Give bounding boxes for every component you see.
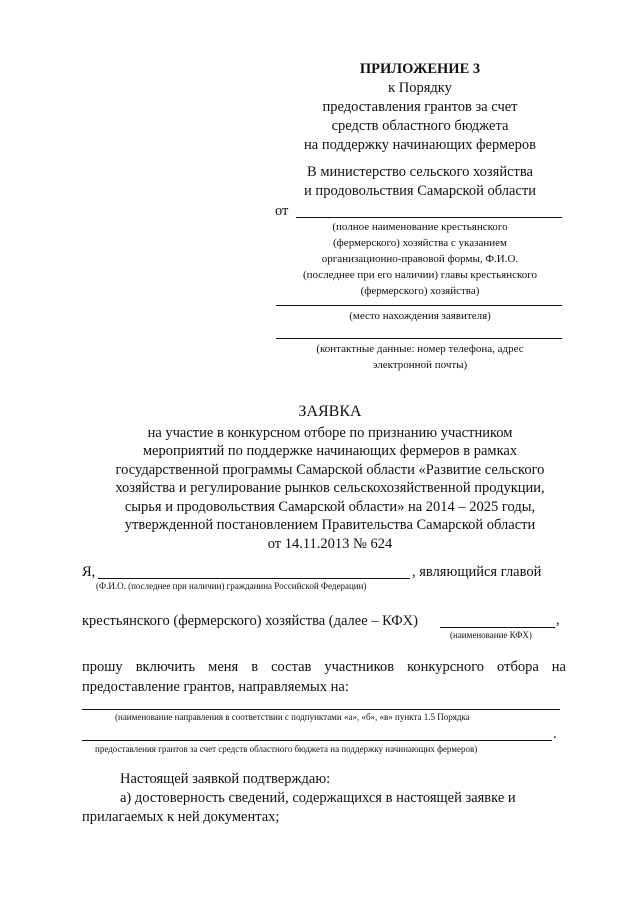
direction-caption: предоставления грантов за счет средств областного бюджета на поддержку начинающих фермеров) <box>95 744 478 754</box>
fio-field[interactable] <box>98 578 410 579</box>
contacts-field[interactable] <box>276 338 562 339</box>
appendix-line: средств областного бюджета <box>331 118 509 134</box>
caption-line: (место нахождения заявителя) <box>349 310 491 322</box>
application-line: от 14.11.2013 № 624 <box>267 535 393 552</box>
application-line: сырья и продовольствия Самарской области» на 2014 – 2025 годы, <box>124 498 536 515</box>
kfh-text: крестьянского (фермерского) хозяйства (далее – КФХ) <box>82 613 418 629</box>
caption-line: (полное наименование крестьянского <box>332 221 508 233</box>
application-line: на участие в конкурсном отборе по признанию участником <box>147 424 513 441</box>
caption-line: электронной почты) <box>372 359 468 371</box>
application-block <box>60 403 600 553</box>
caption-line: (контактные данные: номер телефона, адрес <box>316 343 524 355</box>
appendix-block <box>280 60 560 155</box>
application-line: мероприятий по поддержке начинающих фермеров в рамках <box>142 443 518 459</box>
appendix-line: на поддержку начинающих фермеров <box>304 137 536 153</box>
direction-period: . <box>553 726 557 742</box>
applicant-caption <box>280 219 560 299</box>
application-line: утвержденной постановлением Правительства Самарской области <box>124 517 536 533</box>
confirm-heading: Настоящей заявкой подтверждаю: <box>120 771 331 787</box>
appendix-line: предоставления грантов за счет <box>322 99 518 115</box>
caption-line: организационно-правовой формы, Ф.И.О. <box>321 253 519 265</box>
caption-line: (фермерского) хозяйства с указанием <box>333 237 507 249</box>
addressee-line: и продовольствия Самарской области <box>304 183 536 199</box>
head-suffix: , являющийся главой <box>412 564 542 580</box>
contacts-caption <box>280 341 560 373</box>
caption-line: (фермерского) хозяйства) <box>360 285 480 297</box>
direction-caption: (наименование направления в соответствии с подпунктами «а», «б», «в» пункта 1.5 Порядка <box>115 712 470 722</box>
application-title: ЗАЯВКА <box>298 403 362 420</box>
appendix-title: ПРИЛОЖЕНИЕ 3 <box>359 61 481 77</box>
confirm-item: а) достоверность сведений, содержащихся в настоящей заявке и <box>120 790 516 806</box>
direction-field-2[interactable] <box>82 740 552 741</box>
request-line: прошу включить меня в состав участников конкурсного отбора на <box>82 659 566 675</box>
kfh-name-field[interactable] <box>440 627 555 628</box>
caption-line: (последнее при его наличии) главы крестьянского <box>302 269 537 281</box>
location-field[interactable] <box>276 305 562 306</box>
location-caption <box>280 310 560 322</box>
confirm-item-cont: прилагаемых к ней документах; <box>82 809 280 825</box>
kfh-comma: , <box>556 612 560 628</box>
appendix-line: к Порядку <box>388 80 452 96</box>
from-label: от <box>275 203 289 219</box>
fio-caption: (Ф.И.О. (последнее при наличии) гражданина Российской Федерации) <box>96 581 367 591</box>
direction-field[interactable] <box>82 709 560 710</box>
application-line: государственной программы Самарской области «Развитие сельского <box>115 461 545 478</box>
addressee-block <box>280 163 560 201</box>
i-label: Я, <box>82 564 96 580</box>
addressee-line: В министерство сельского хозяйства <box>307 164 533 180</box>
applicant-name-field[interactable] <box>296 217 562 218</box>
application-line: хозяйства и регулирование рынков сельскохозяйственной продукции, <box>115 480 545 496</box>
kfh-caption: (наименование КФХ) <box>450 630 532 640</box>
request-line: предоставление грантов, направляемых на: <box>82 679 349 695</box>
